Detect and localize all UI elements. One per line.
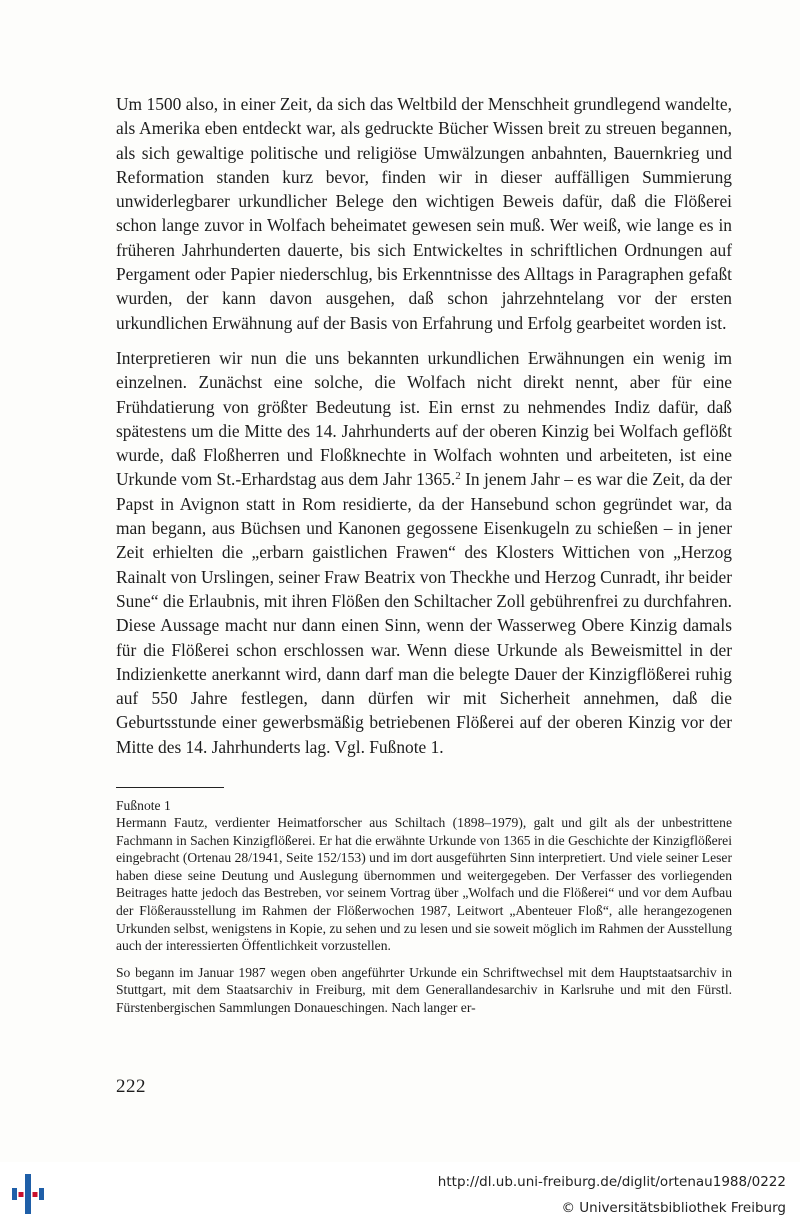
body-paragraph-2 — [116, 346, 732, 759]
footnote-title: Fußnote 1 — [116, 798, 171, 814]
footnote-text-2: So begann im Januar 1987 wegen oben angeführter Urkunde ein Schriftwechsel mit dem Hauptstaatsarchiv in Stuttgart, mit dem Staatsarchiv in Freiburg, mit dem Generallandesarchiv in Karlsruhe und mit den Fürstl. Fürstenbergischen Sammlungen Donaueschingen. Nach langer er- — [116, 964, 732, 1015]
footnote-text-1: Hermann Fautz, verdienter Heimatforscher aus Schiltach (1898–1979), galt und gilt als der unbestrittene Fachmann in Sachen Kinzigflößerei. Er hat die erwähnte Urkunde von 1365 in die Geschichte der Kinzigflößerei eingebracht (Ortenau 28/1941, Seite 152/153) und im dort ausgeführten Sinn interpretiert. Und viele seiner Leser haben diese seine Deutung und Auslegung übernommen und weitergegeben. Der Verfasser des vorliegenden Beitrages hatte jedoch das Bestreben, vor seinem Vortrag über „Wolfach und die Flößerei“ und vor dem Aufbau der Flößerausstellung im Rahmen der Flößerwochen 1987, Leitwort „Abenteuer Floß“, alle herangezogenen Urkunden selbst, wenigstens in Kopie, zu sehen und zu lesen und sie soweit möglich im Rahmen der Ausstellung auch der interessierten Öffentlichkeit vorzustellen. — [116, 815, 732, 954]
footnote-reference[interactable]: 2 — [455, 470, 461, 483]
footnote-divider — [116, 787, 224, 788]
page-number: 222 — [116, 1076, 146, 1097]
viewer-footer — [0, 1162, 800, 1224]
ub-freiburg-logo-icon — [8, 1172, 50, 1216]
document-page — [116, 92, 732, 1017]
document-url-link[interactable]: http://dl.ub.uni-freiburg.de/diglit/ortenau1988/0222 — [437, 1174, 786, 1190]
paragraph-2-part-b: In jenem Jahr – es war die Zeit, da der Papst in Avignon statt in Rom residierte, da der Hansebund schon gegründet war, da man begann, aus Büchsen und Kanonen gegossene Eisenkugeln zu schießen – in jener Zeit erhielten die „erbarn gaistlichen Frawen“ des Klosters Wittichen von „Herzog Rainalt von Urslingen, seiner Fraw Beatrix von Theckhe und Herzog Cunradt, ihr beider Sune“ die Erlaubnis, mit ihren Flößen den Schiltacher Zoll gebührenfrei zu durchfahren. Diese Aussage macht nur dann einen Sinn, wenn der Wasserweg Obere Kinzig damals für die Flößerei schon erschlossen war. Wenn diese Urkunde als Beweismittel in der Indizienkette anerkannt wird, dann darf man die belegte Dauer der Kinzigflößerei ruhig auf 550 Jahre festlegen, dann dürfen wir mit Sicherheit annehmen, daß die Geburtsstunde einer gewerbsmäßig betriebenen Flößerei auf der oberen Kinzig vor der Mitte des 14. Jahrhunderts lag. Vgl. Fußnote 1. — [116, 469, 732, 757]
body-paragraph-1: Um 1500 also, in einer Zeit, da sich das Weltbild der Menschheit grundlegend wandelte, als Amerika eben entdeckt war, als gedruckte Bücher Wissen breit zu streuen begannen, als sich gewaltige politische und religiöse Umwälzungen anbahnten, Bauernkrieg und Reformation standen kurz bevor, finden wir in dieser auffälligen Summierung unwiderlegbarer urkundlicher Belege den wichtigen Beweis dafür, daß die Flößerei schon lange zuvor in Wolfach beheimatet gewesen sein muß. Wer weiß, wie lange es in früheren Jahrhunderten dauerte, bis sich Entwickeltes in schriftlichen Ordnungen auf Pergament oder Papier niederschlug, bis Erkenntnisse des Alltags in Paragraphen gefaßt wurden, der kann davon ausgehen, daß schon jahrzehntelang vor der ersten urkundlichen Erwähnung auf der Basis von Erfahrung und Erfolg gearbeitet worden ist. — [116, 94, 732, 333]
paragraph-2-part-a: Interpretieren wir nun die uns bekannten urkundlichen Erwähnungen ein wenig im einzelnen. Zunächst eine solche, die Wolfach nicht direkt nennt, aber für eine Frühdatierung von größter Bedeutung ist. Ein ernst zu nehmendes Indiz dafür, daß spätestens um die Mitte des 14. Jahrhunderts auf der oberen Kinzig bei Wolfach geflößt wurde, daß Floßherren und Floßknechte in Wolfach wohnten und arbeiteten, ist eine Urkunde vom St.-Erhardstag aus dem Jahr 1365. — [116, 347, 732, 490]
copyright-notice: © Universitätsbibliothek Freiburg — [561, 1200, 786, 1216]
